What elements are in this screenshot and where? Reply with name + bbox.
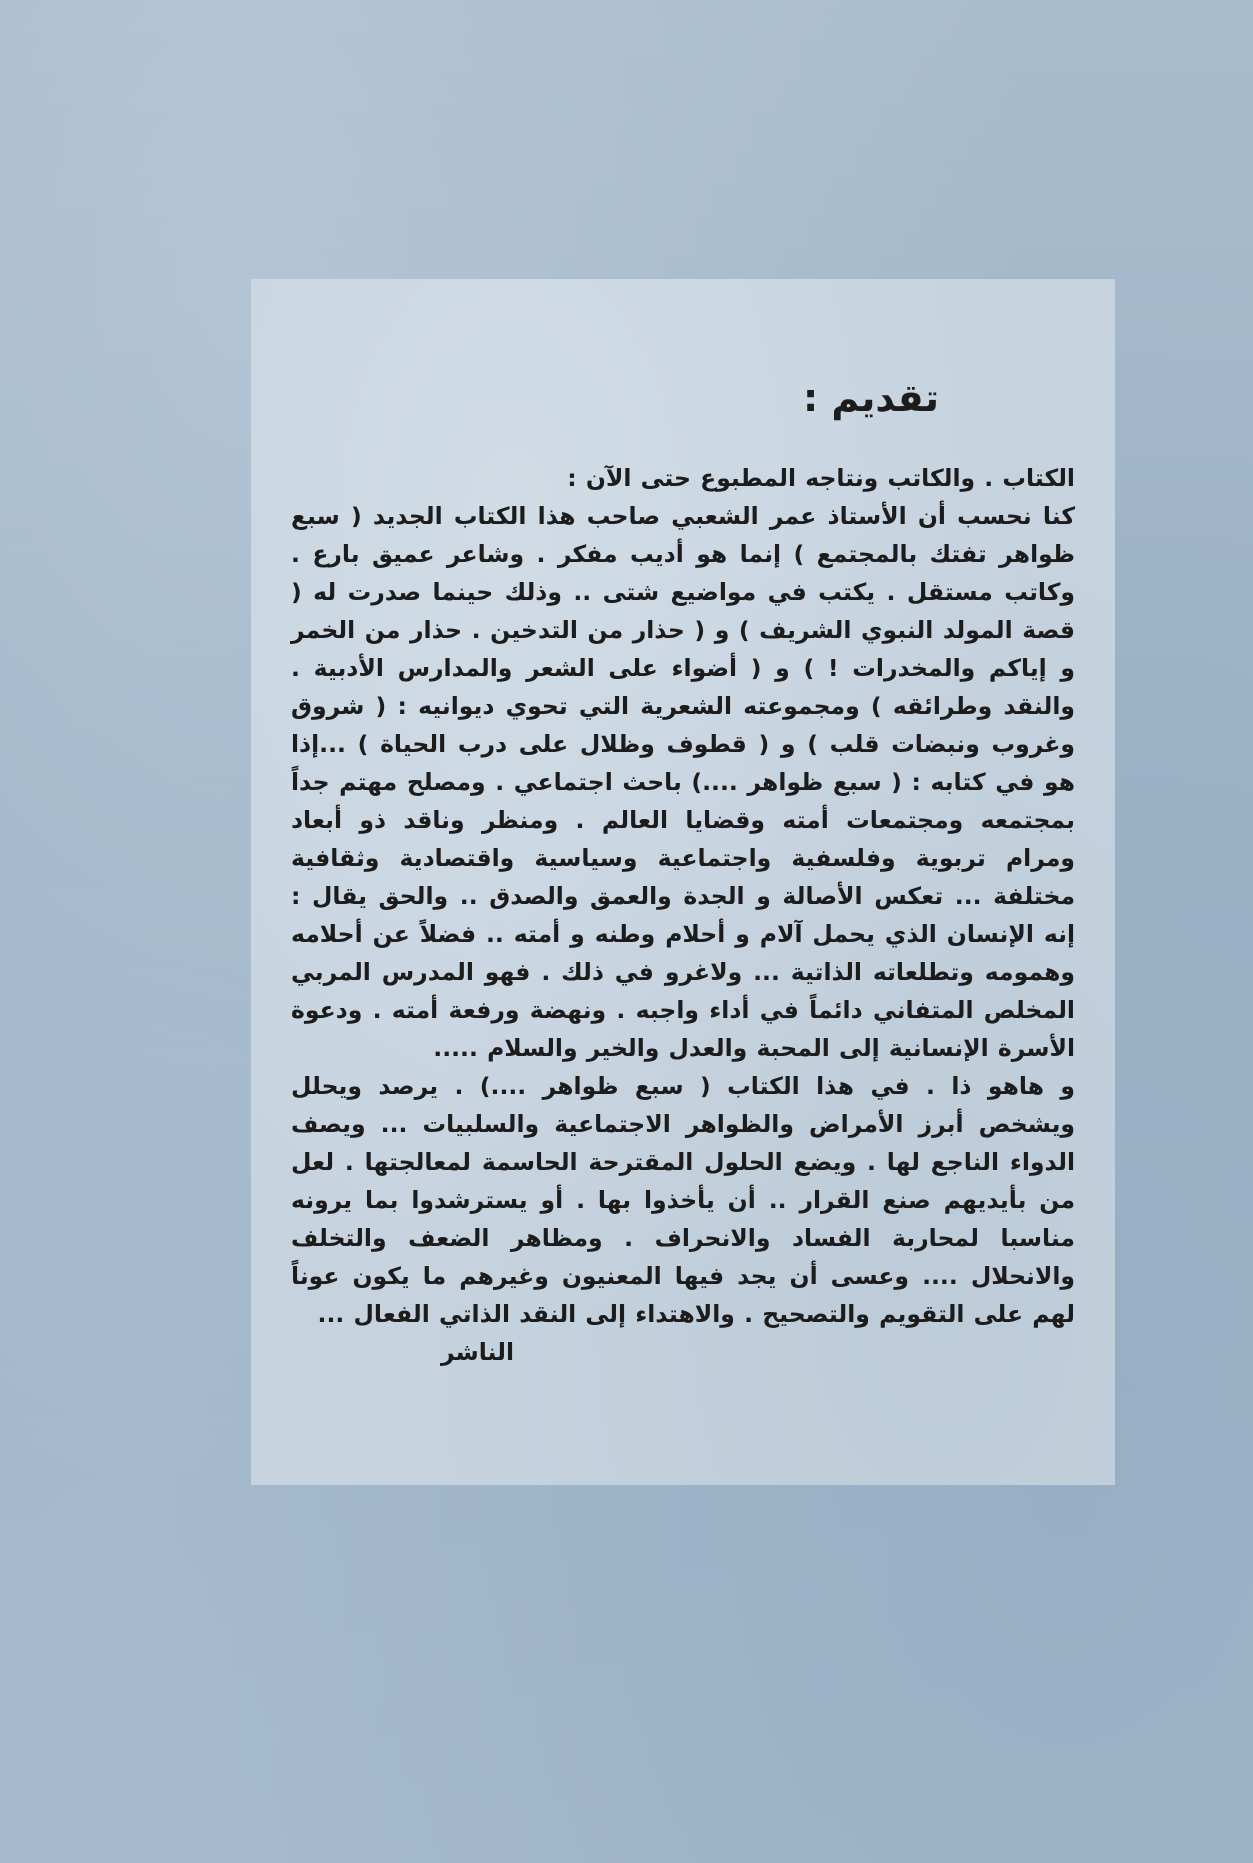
preface-paragraph-2: و هاهو ذا . في هذا الكتاب ( سبع ظواهر ....) . يرصد ويحلل ويشخص أبرز الأمراض والظواهر الاجتماعية والسلبيات ... ويصف الدواء الناجع لها . ويضع الحلول المقترحة الحاسمة لمعالجتها . لعل من بأيديهم صنع القرار .. أن يأخذوا بها . أو يسترشدوا بما يرونه مناسبا لمحاربة الفساد والانحراف . ومظاهر الضعف والتخلف والانحلال .... وعسى أن يجد فيها المعنيون وغيرهم ما يكون عوناً لهم على التقويم والتصحيح . والاهتداء إلى النقد الذاتي الفعال ... bbox=[291, 1072, 1075, 1328]
preface-paragraph-1: كنا نحسب أن الأستاذ عمر الشعبي صاحب هذا الكتاب الجديد ( سبع ظواهر تفتك بالمجتمع ) إنما هو أديب مفكر . وشاعر عميق بارع . وكاتب مستقل . يكتب في مواضيع شتى .. وذلك حينما صدرت له ( قصة المولد النبوي الشريف ) و ( حذار من التدخين . حذار من الخمر و إياكم والمخدرات ! ) و ( أضواء على الشعر والمدارس الأدبية . والنقد وطرائقه ) ومجموعته الشعرية التي تحوي ديوانيه : ( شروق وغروب ونبضات قلب ) و ( قطوف وظلال على درب الحياة ) ...إذا هو في كتابه : ( سبع ظواهر ....) باحث اجتماعي . ومصلح مهتم جداً بمجتمعه ومجتمعات أمته وقضايا العالم . ومنظر وناقد ذو أبعاد ومرام تربوية وفلسفية واجتماعية وسياسية واقتصادية وثقافية مختلفة ... تعكس الأصالة و الجدة والعمق والصدق .. والحق يقال : إنه الإنسان الذي يحمل آلام و أحلام وطنه و أمته .. فضلاً عن أحلامه وهمومه وتطلعاته الذاتية ... ولاغرو في ذلك . فهو المدرس المربي المخلص المتفاني دائماً في أداء واجبه . ونهضة ورفعة أمته . ودعوة الأسرة الإنسانية إلى المحبة والعدل والخير والسلام ..... bbox=[291, 502, 1075, 1062]
publisher-signature: الناشر bbox=[441, 1338, 515, 1366]
preface-panel bbox=[251, 279, 1115, 1485]
preface-heading-line: الكتاب . والكاتب ونتاجه المطبوع حتى الآن : bbox=[567, 464, 1075, 492]
preface-title: تقديم : bbox=[802, 376, 939, 420]
